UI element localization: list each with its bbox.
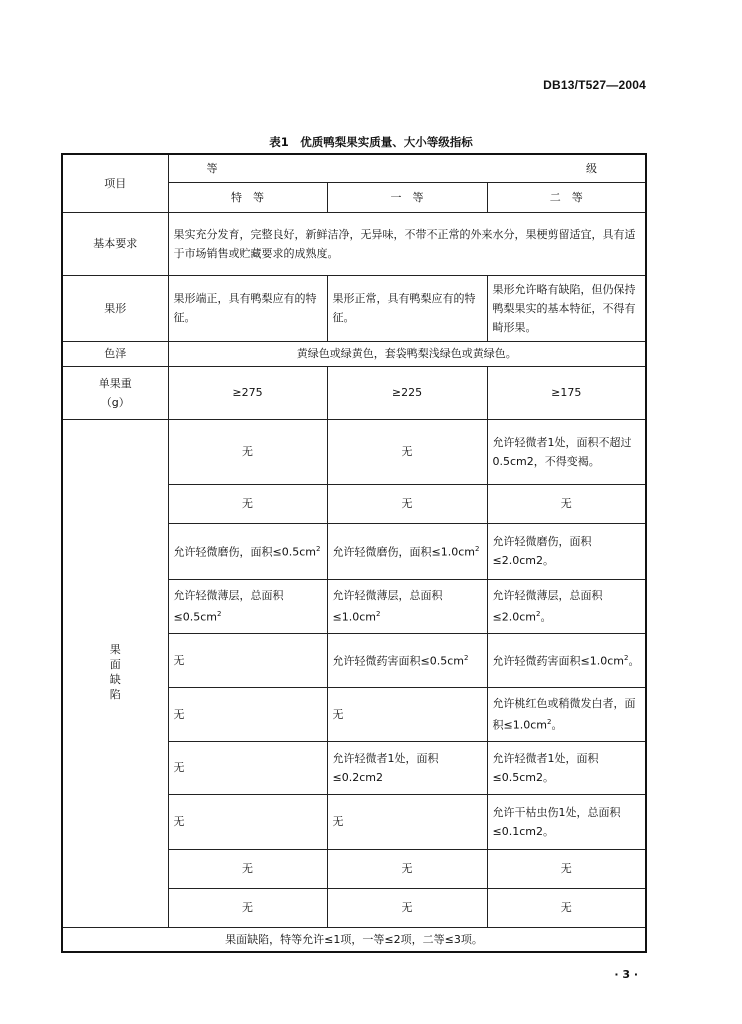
- row-color: [62, 341, 646, 366]
- grade-header-left: 等: [168, 154, 487, 182]
- defect-first: 无: [327, 849, 487, 888]
- shape-special: 果形端正，具有鸭梨应有的特征。: [168, 275, 327, 341]
- defect-second: 无: [487, 484, 646, 523]
- weight-special: ≥275: [168, 366, 327, 419]
- defect-special: 允许轻微磨伤，面积$\le 0.5cm^2$: [168, 523, 327, 579]
- row-weight: [62, 366, 646, 419]
- defect-first: 允许轻微药害面积$\le 0.5cm^2$: [327, 633, 487, 687]
- weight-label-line1: 单果重: [98, 376, 132, 390]
- defect-first: 无: [327, 687, 487, 741]
- defect-special: 无: [168, 687, 327, 741]
- defect-first: 允许轻微者1处，面积≤0.2cm2: [327, 741, 487, 794]
- defect-first: 允许轻微薄层，总面积$\le 1.0cm^2$: [327, 579, 487, 633]
- basic-requirement-text: 果实充分发育，完整良好，新鲜洁净，无异味，不带不正常的外来水分，果梗剪留适宜，具有适于市场销售或贮藏要求的成熟度。: [168, 212, 646, 275]
- grade-first: 一 等: [327, 182, 487, 212]
- defect-row: [62, 419, 646, 484]
- shape-label: 果形: [62, 275, 168, 341]
- row-basic-requirement: [62, 212, 646, 275]
- defect-first: 无: [327, 419, 487, 484]
- defect-first: 允许轻微磨伤，面积$\le 1.0cm^2$: [327, 523, 487, 579]
- defect-second: 允许轻微者1处，面积不超过0.5cm2，不得变褐。: [487, 419, 646, 484]
- defect-second: 允许轻微薄层，总面积$\le 2.0cm^2$。: [487, 579, 646, 633]
- defect-second: 无: [487, 849, 646, 888]
- color-text: 黄绿色或绿黄色，套袋鸭梨浅绿色或黄绿色。: [168, 341, 646, 366]
- grade-special: 特 等: [168, 182, 327, 212]
- grade-spec-table: [61, 153, 647, 953]
- defect-second: 允许轻微者1处，面积≤0.5cm2。: [487, 741, 646, 794]
- defect-second: 允许轻微药害面积$\le 1.0cm^2$。: [487, 633, 646, 687]
- item-header: 项目: [62, 154, 168, 212]
- shape-second: 果形允许略有缺陷，但仍保持鸭梨果实的基本特征，不得有畸形果。: [487, 275, 646, 341]
- page-number: · 3 ·: [614, 968, 638, 981]
- defect-first: 无: [327, 484, 487, 523]
- defect-first: 无: [327, 794, 487, 849]
- row-shape: [62, 275, 646, 341]
- defect-special: 无: [168, 849, 327, 888]
- weight-label: [62, 366, 168, 419]
- weight-second: ≥175: [487, 366, 646, 419]
- defect-special: 无: [168, 484, 327, 523]
- header-row-grade: [62, 154, 646, 182]
- footer-note: 果面缺陷，特等允许≤1项，一等≤2项，二等≤3项。: [62, 927, 646, 952]
- defect-special: 无: [168, 794, 327, 849]
- defect-second: 允许桃红色或稍微发白者，面积$\le 1.0cm^2$。: [487, 687, 646, 741]
- defect-group-label: 果面缺陷: [62, 419, 168, 927]
- defect-second: 允许轻微磨伤，面积≤2.0cm2。: [487, 523, 646, 579]
- grade-header-right: 级: [487, 154, 646, 182]
- table-caption: 表1 优质鸭梨果实质量、大小等级指标: [269, 135, 473, 149]
- defect-second: 允许干枯虫伤1处，总面积≤0.1cm2。: [487, 794, 646, 849]
- weight-first: ≥225: [327, 366, 487, 419]
- defect-second: 无: [487, 888, 646, 927]
- defect-special: 无: [168, 633, 327, 687]
- shape-first: 果形正常，具有鸭梨应有的特征。: [327, 275, 487, 341]
- basic-requirement-label: 基本要求: [62, 212, 168, 275]
- standard-code: DB13/T527—2004: [543, 78, 646, 92]
- defect-special: 无: [168, 741, 327, 794]
- defect-first: 无: [327, 888, 487, 927]
- row-footer-note: [62, 927, 646, 952]
- defect-special: 无: [168, 419, 327, 484]
- grade-second: 二 等: [487, 182, 646, 212]
- defect-special: 无: [168, 888, 327, 927]
- defect-special: 允许轻微薄层，总面积$\le 0.5cm^2$: [168, 579, 327, 633]
- weight-label-line2: （g）: [100, 395, 130, 409]
- color-label: 色泽: [62, 341, 168, 366]
